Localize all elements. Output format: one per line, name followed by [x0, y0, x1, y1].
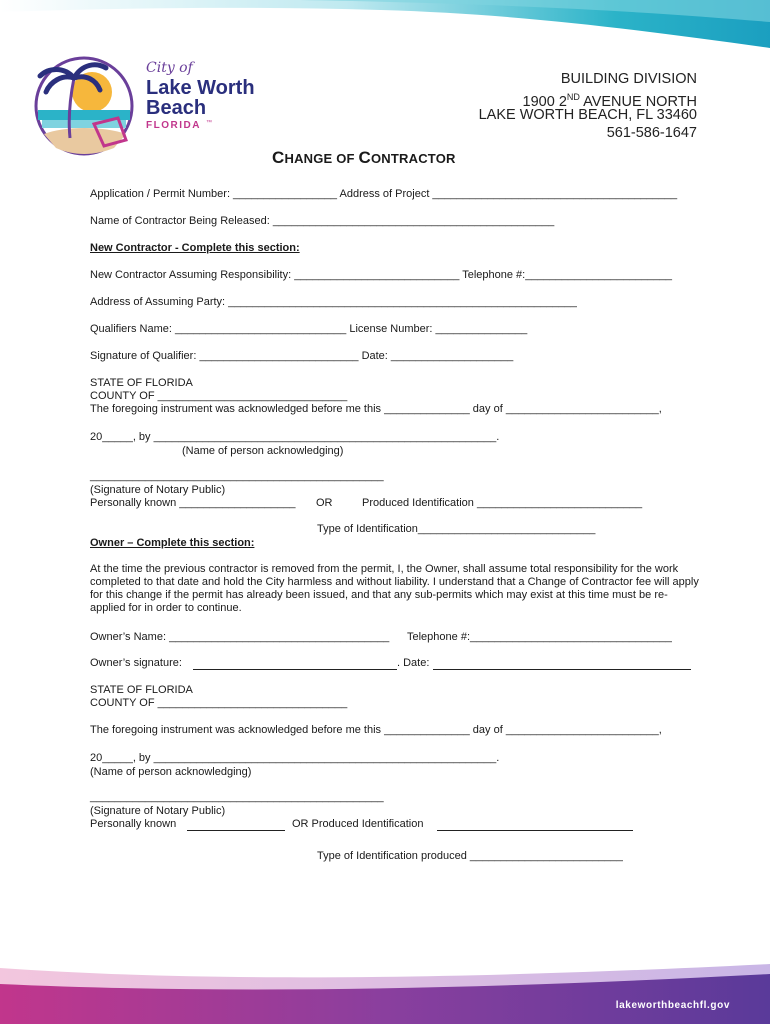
notary2-personally-known: Personally known [90, 818, 177, 830]
bottom-wave-band [0, 960, 770, 1024]
logo-tm: ™ [206, 120, 212, 126]
notary1-produced-id[interactable]: Produced Identification ___________________________ [362, 497, 643, 509]
notary2-year-by[interactable]: 20_____, by ________________________________________________________. [90, 752, 500, 764]
owner-responsibility-paragraph: At the time the previous contractor is removed from the permit, I, the Owner, shall assume total responsibility for the work completed to that date and hold the City harmless and without liability. I understand that a Change of Contractor fee will apply for this change if the permit has already been issued, and that any sub-permits which may exist at this time must be re-applied for in order to continue. [90, 563, 699, 614]
title-cap-1: C [272, 148, 285, 167]
logo-city-of: City of [146, 60, 193, 76]
title-rest-2: ONTRACTOR [371, 151, 456, 166]
page-title [272, 148, 456, 168]
released-contractor-field[interactable]: Name of Contractor Being Released: ______________________________________________ [90, 215, 555, 227]
footer-website-url[interactable]: lakeworthbeachfl.gov [615, 1000, 730, 1011]
notary1-name-label: (Name of person acknowledging) [182, 445, 344, 457]
address-suffix: ND [566, 92, 580, 102]
notary2-signature-label: (Signature of Notary Public) [90, 805, 226, 817]
notary2-signature-line[interactable]: ________________________________________________ [90, 791, 384, 803]
notary2-county[interactable]: COUNTY OF _______________________________ [90, 697, 348, 709]
city-line: LAKE WORTH BEACH, FL 33460 [478, 107, 697, 123]
phone-number: 561-586-1647 [606, 125, 697, 141]
notary1-county[interactable]: COUNTY OF _______________________________ [90, 390, 348, 402]
notary2-personally-known-line[interactable] [187, 819, 285, 831]
owner-signature-line[interactable] [193, 658, 397, 670]
notary1-acknowledgement[interactable]: The foregoing instrument was acknowledged before me this ______________ day of _________________________, [90, 403, 662, 415]
qualifier-name-field[interactable]: Qualifiers Name: ____________________________ License Number: _______________ [90, 323, 528, 335]
owner-signature-label: Owner’s signature: [90, 657, 182, 669]
division-name: BUILDING DIVISION [560, 71, 697, 87]
owner-name-field[interactable]: Owner’s Name: ____________________________________ [90, 631, 390, 643]
notary1-year-by[interactable]: 20_____, by ________________________________________________________. [90, 431, 500, 443]
logo-lake-worth: Lake Worth [146, 77, 255, 99]
notary2-produced-id-line[interactable] [437, 819, 633, 831]
title-cap-2: C [358, 148, 371, 167]
notary1-id-type[interactable]: Type of Identification_____________________________ [317, 523, 596, 535]
notary2-state: STATE OF FLORIDA [90, 684, 193, 696]
notary1-personally-known[interactable]: Personally known ___________________ [90, 497, 296, 509]
notary2-name-label: (Name of person acknowledging) [90, 766, 252, 778]
notary1-state: STATE OF FLORIDA [90, 377, 193, 389]
address-street: AVENUE NORTH [579, 93, 697, 110]
notary1-signature-line[interactable]: ________________________________________________ [90, 470, 384, 482]
permit-number-field[interactable]: Application / Permit Number: _________________ Address of Project ________________________________________ [90, 188, 678, 200]
notary1-signature-label: (Signature of Notary Public) [90, 484, 226, 496]
qualifier-signature-field[interactable]: Signature of Qualifier: __________________________ Date: ____________________ [90, 350, 514, 362]
assuming-party-address-field[interactable]: Address of Assuming Party: _________________________________________________________ [90, 296, 577, 308]
assuming-contractor-field[interactable]: New Contractor Assuming Responsibility: ___________________________ Telephone #:________________________ [90, 269, 673, 281]
address-number: 1900 2 [522, 93, 567, 110]
notary2-id-type[interactable]: Type of Identification produced _________________________ [317, 850, 623, 862]
logo-beach: Beach [146, 97, 207, 119]
notary1-or: OR [316, 497, 333, 509]
owner-section-heading: Owner – Complete this section: [90, 537, 255, 549]
notary2-acknowledgement[interactable]: The foregoing instrument was acknowledged before me this ______________ day of _________________________, [90, 724, 662, 736]
owner-date-label: . Date: [397, 657, 430, 669]
title-rest-1: HANGE OF [284, 151, 359, 166]
notary2-or-produced: OR Produced Identification [292, 818, 424, 830]
city-logo [34, 48, 264, 160]
owner-date-line[interactable] [433, 658, 691, 670]
owner-telephone-field[interactable]: Telephone #:_________________________________ [407, 631, 672, 643]
new-contractor-section-heading: New Contractor - Complete this section: [90, 242, 300, 254]
logo-florida: FLORIDA [146, 120, 201, 131]
